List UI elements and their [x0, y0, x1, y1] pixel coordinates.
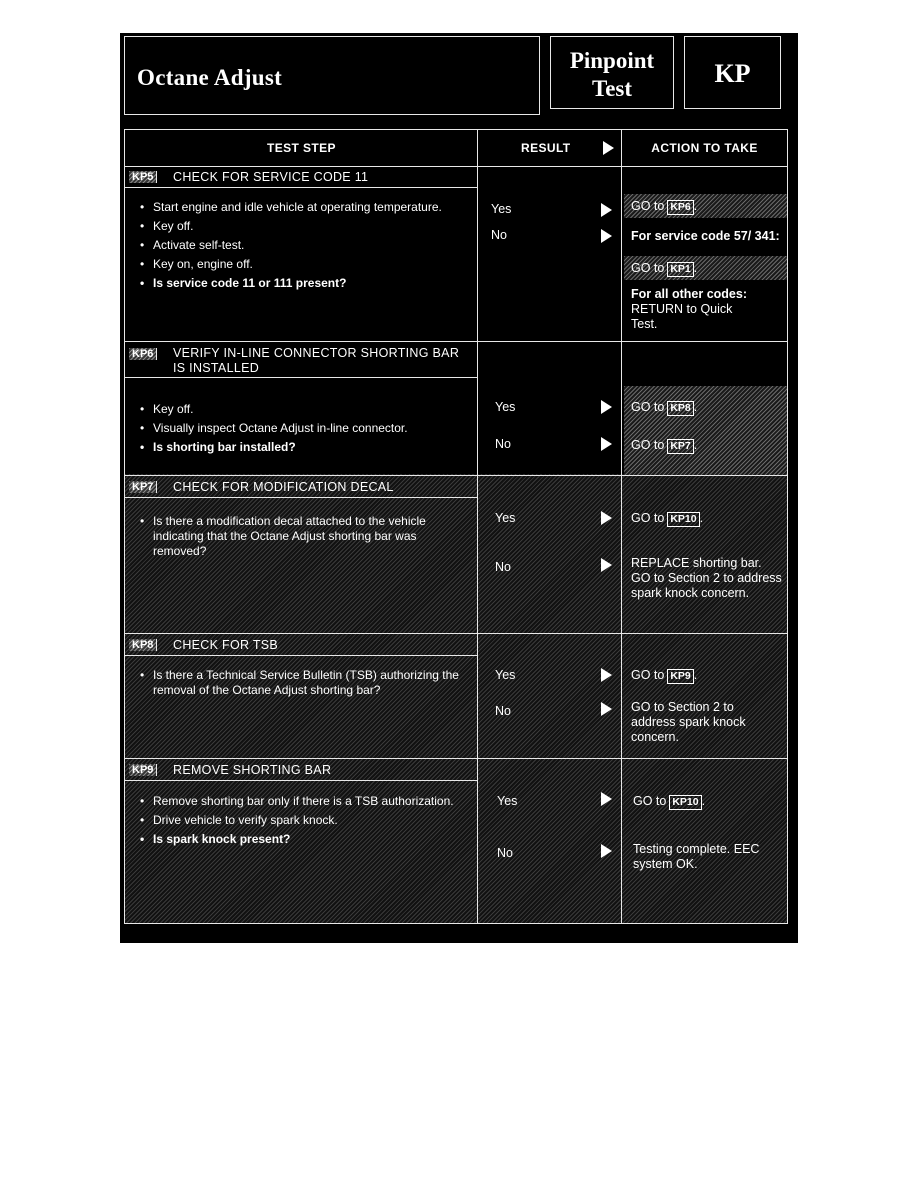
column-header-test-step: TEST STEP: [125, 130, 478, 167]
step-bullets-kp9: [137, 794, 467, 851]
bullet-item: • Key on, engine off.: [137, 257, 467, 272]
revision-note: Revised 5/91: [452, 933, 513, 944]
column-header-result: [478, 130, 622, 167]
arrow-right-icon: [601, 844, 612, 858]
bullet-item: • Remove shorting bar only if there is a TSB authorization.: [137, 794, 467, 809]
result-yes: Yes: [497, 794, 518, 808]
step-bullets-kp8: [137, 668, 467, 702]
result-yes: Yes: [495, 511, 516, 525]
test-code: KP: [714, 59, 751, 88]
bullet-item: • Start engine and idle vehicle at operating temperature.: [137, 200, 467, 215]
step-title: CHECK FOR SERVICE CODE 11: [173, 170, 369, 184]
action-goto-kp7: GO to KP7 .: [631, 438, 698, 452]
pinpoint-test-sheet: [120, 33, 798, 943]
arrow-right-icon: [601, 702, 612, 716]
arrow-right-icon: [601, 203, 612, 217]
action-goto-kp1: GO to KP1 .: [631, 261, 698, 275]
step-id-tag: KP6: [129, 348, 157, 360]
action-goto-kp10: GO to KP10 .: [633, 794, 706, 808]
action-text: Testing complete. EEC system OK.: [633, 842, 760, 871]
bullet-item: • Activate self-test.: [137, 238, 467, 253]
result-yes: Yes: [495, 668, 516, 682]
action-text: REPLACE shorting bar. GO to Section 2 to address spark knock concern.: [631, 556, 782, 600]
column-header-action: ACTION TO TAKE: [622, 130, 787, 167]
step-header-kp8: [125, 636, 478, 656]
goto-label: GO to: [631, 668, 665, 682]
action-text: GO to Section 2 to address spark knock concern.: [631, 700, 746, 744]
arrow-right-icon: [601, 511, 612, 525]
arrow-right-icon: [601, 437, 612, 451]
row-divider: [125, 341, 787, 342]
page-title: Octane Adjust: [137, 65, 283, 90]
step-bullets-kp7: [137, 514, 467, 563]
goto-label: GO to: [633, 794, 667, 808]
step-ref: KP7: [667, 439, 693, 454]
step-ref: KP8: [667, 401, 693, 416]
action-text: For all other codes:: [631, 287, 747, 301]
arrow-right-icon: [601, 558, 612, 572]
goto-label: GO to: [631, 438, 665, 452]
result-no: No: [497, 846, 513, 860]
bullet-item: • Visually inspect Octane Adjust in-line connector.: [137, 421, 467, 436]
action-goto-kp9: GO to KP9 .: [631, 668, 698, 682]
row-divider: [125, 475, 787, 476]
bullet-question: • Is service code 11 or 111 present?: [137, 276, 467, 291]
goto-label: GO to: [631, 400, 665, 414]
result-yes: Yes: [495, 400, 516, 414]
step-title: VERIFY IN-LINE CONNECTOR SHORTING BAR IS INSTALLED: [173, 346, 460, 375]
bullet-item: • Is there a Technical Service Bulletin (TSB) authorizing the removal of the Octane Adjust shorting bar?: [137, 668, 467, 698]
step-ref: KP9: [667, 669, 693, 684]
action-text: For service code 57/ 341:: [631, 229, 780, 243]
column-header-result-label: RESULT: [521, 141, 571, 155]
step-title: REMOVE SHORTING BAR: [173, 763, 332, 777]
action-goto-kp6: GO to KP6 .: [631, 199, 698, 213]
bullet-item: • Key off.: [137, 219, 467, 234]
bullet-item: • Drive vehicle to verify spark knock.: [137, 813, 467, 828]
title-box: [124, 36, 540, 115]
step-title: CHECK FOR TSB: [173, 638, 279, 652]
step-ref: KP10: [667, 512, 699, 527]
step-id-tag: KP8: [129, 639, 157, 651]
test-table: [124, 129, 788, 924]
test-code-box: [684, 36, 781, 109]
goto-label: GO to: [631, 199, 665, 213]
arrow-right-icon: [603, 141, 614, 155]
bullet-question: • Is shorting bar installed?: [137, 440, 467, 455]
result-no: No: [495, 560, 511, 574]
step-header-kp6: [125, 344, 478, 378]
row-divider: [125, 633, 787, 634]
bullet-question: • Is spark knock present?: [137, 832, 467, 847]
step-ref: KP6: [667, 200, 693, 215]
goto-label: GO to: [631, 261, 665, 275]
column-divider: [477, 130, 478, 923]
pinpoint-label: Pinpoint: [569, 48, 655, 73]
arrow-right-icon: [601, 229, 612, 243]
step-header-kp5: [125, 168, 478, 188]
result-no: No: [495, 437, 511, 451]
step-bullets-kp6: [137, 402, 467, 459]
action-goto-kp8: GO to KP8 .: [631, 400, 698, 414]
column-divider: [621, 130, 622, 923]
step-ref: KP1: [667, 262, 693, 277]
result-yes: Yes: [491, 202, 512, 216]
row-divider: [125, 758, 787, 759]
bullet-item: • Key off.: [137, 402, 467, 417]
step-header-kp9: [125, 761, 478, 781]
goto-label: GO to: [631, 511, 665, 525]
step-id-tag: KP5: [129, 171, 157, 183]
step-id-tag: KP9: [129, 764, 157, 776]
step-title: CHECK FOR MODIFICATION DECAL: [173, 480, 394, 494]
result-no: No: [491, 228, 507, 242]
step-header-kp7: [125, 478, 478, 498]
result-no: No: [495, 704, 511, 718]
test-label: Test: [591, 76, 633, 101]
action-text: RETURN to Quick Test.: [631, 302, 733, 331]
step-id-tag: KP7: [129, 481, 157, 493]
pinpoint-test-box: [550, 36, 674, 109]
arrow-right-icon: [601, 668, 612, 682]
action-goto-kp10: GO to KP10 .: [631, 511, 704, 525]
arrow-right-icon: [601, 792, 612, 806]
arrow-right-icon: [601, 400, 612, 414]
step-bullets-kp5: [137, 200, 467, 295]
step-ref: KP10: [669, 795, 701, 810]
bullet-item: • Is there a modification decal attached to the vehicle indicating that the Octane Adjust shorting bar was removed?: [137, 514, 467, 559]
